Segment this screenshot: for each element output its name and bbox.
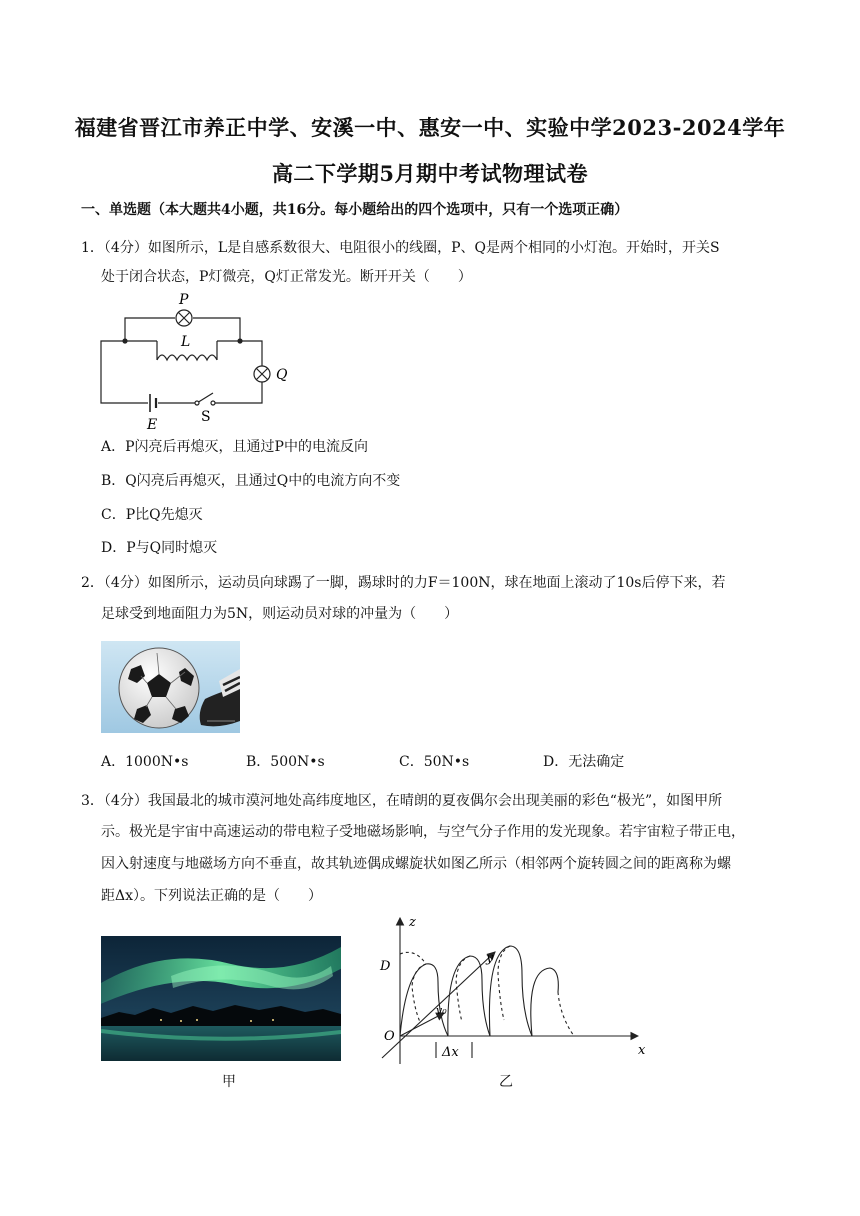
soccer-photo <box>101 641 240 733</box>
label-delta-x: Δx <box>442 1045 459 1060</box>
q3-text-line1: 3．（4分）我国最北的城市漠河地处高纬度地区，在晴朗的夏夜偶尔会出现美丽的彩色“极光”，如图甲所 <box>81 793 723 809</box>
q3-text-line3: 因入射速度与地磁场方向不垂直，故其轨迹偶成螺旋状如图乙所示（相邻两个旋转圆之间的距离称为螺 <box>101 856 731 872</box>
fig-caption-jia: 甲 <box>222 1074 236 1090</box>
section-heading: 一、单选题（本大题共4小题，共16分。每小题给出的四个选项中，只有一个选项正确） <box>81 202 629 218</box>
axis-label-z: z <box>409 915 416 930</box>
label-o: O <box>384 1029 395 1044</box>
label-e: E <box>147 417 158 433</box>
label-l: L <box>181 334 191 350</box>
q2-option-b: B．500N•s <box>246 754 325 770</box>
q1-option-c: C．P比Q先熄灭 <box>101 507 203 523</box>
q1-text-line1: 1．（4分）如图所示，L是自感系数很大、电阻很小的线圈，P、Q是两个相同的小灯泡。开始时，开关S <box>81 240 720 256</box>
q2-option-c: C．50N•s <box>399 754 470 770</box>
label-q: Q <box>276 367 288 383</box>
fig-caption-yi: 乙 <box>499 1074 513 1090</box>
q1-option-a: A．P闪亮后再熄灭，且通过P中的电流反向 <box>101 439 368 455</box>
label-p: P <box>179 292 189 308</box>
aurora-photo <box>101 936 341 1061</box>
label-v0: v₀ <box>436 1004 447 1017</box>
q1-text-line2: 处于闭合状态，P灯微亮，Q灯正常发光。断开开关（ ） <box>101 269 472 285</box>
q2-text-line1: 2．（4分）如图所示，运动员向球踢了一脚，踢球时的力F＝100N，球在地面上滚动了10s后停下来，若 <box>81 575 726 591</box>
q2-text-line2: 足球受到地面阻力为5N，则运动员对球的冲量为（ ） <box>101 606 459 622</box>
q1-circuit-diagram <box>95 288 305 433</box>
page-title-line2: 高二下学期5月期中考试物理试卷 <box>271 161 589 186</box>
q2-option-d: D．无法确定 <box>543 754 625 770</box>
axis-label-x: x <box>638 1043 646 1058</box>
q2-option-a: A．1000N•s <box>101 754 189 770</box>
page-title-line1: 福建省晋江市养正中学、安溪一中、惠安一中、实验中学2023-2024学年 <box>74 115 786 140</box>
q3-text-line2: 示。极光是宇宙中高速运动的带电粒子受地磁场影响，与空气分子作用的发光现象。若宇宙粒子带正电， <box>101 824 745 840</box>
q1-option-d: D．P与Q同时熄灭 <box>101 540 218 556</box>
axis-label-y: y <box>486 951 494 966</box>
q1-option-b: B．Q闪亮后再熄灭，且通过Q中的电流方向不变 <box>101 473 401 489</box>
label-d: D <box>380 959 391 974</box>
label-s: S <box>201 409 211 425</box>
helix-trajectory-diagram <box>360 912 660 1067</box>
q3-text-line4: 距Δx）。下列说法正确的是（ ） <box>101 888 323 904</box>
